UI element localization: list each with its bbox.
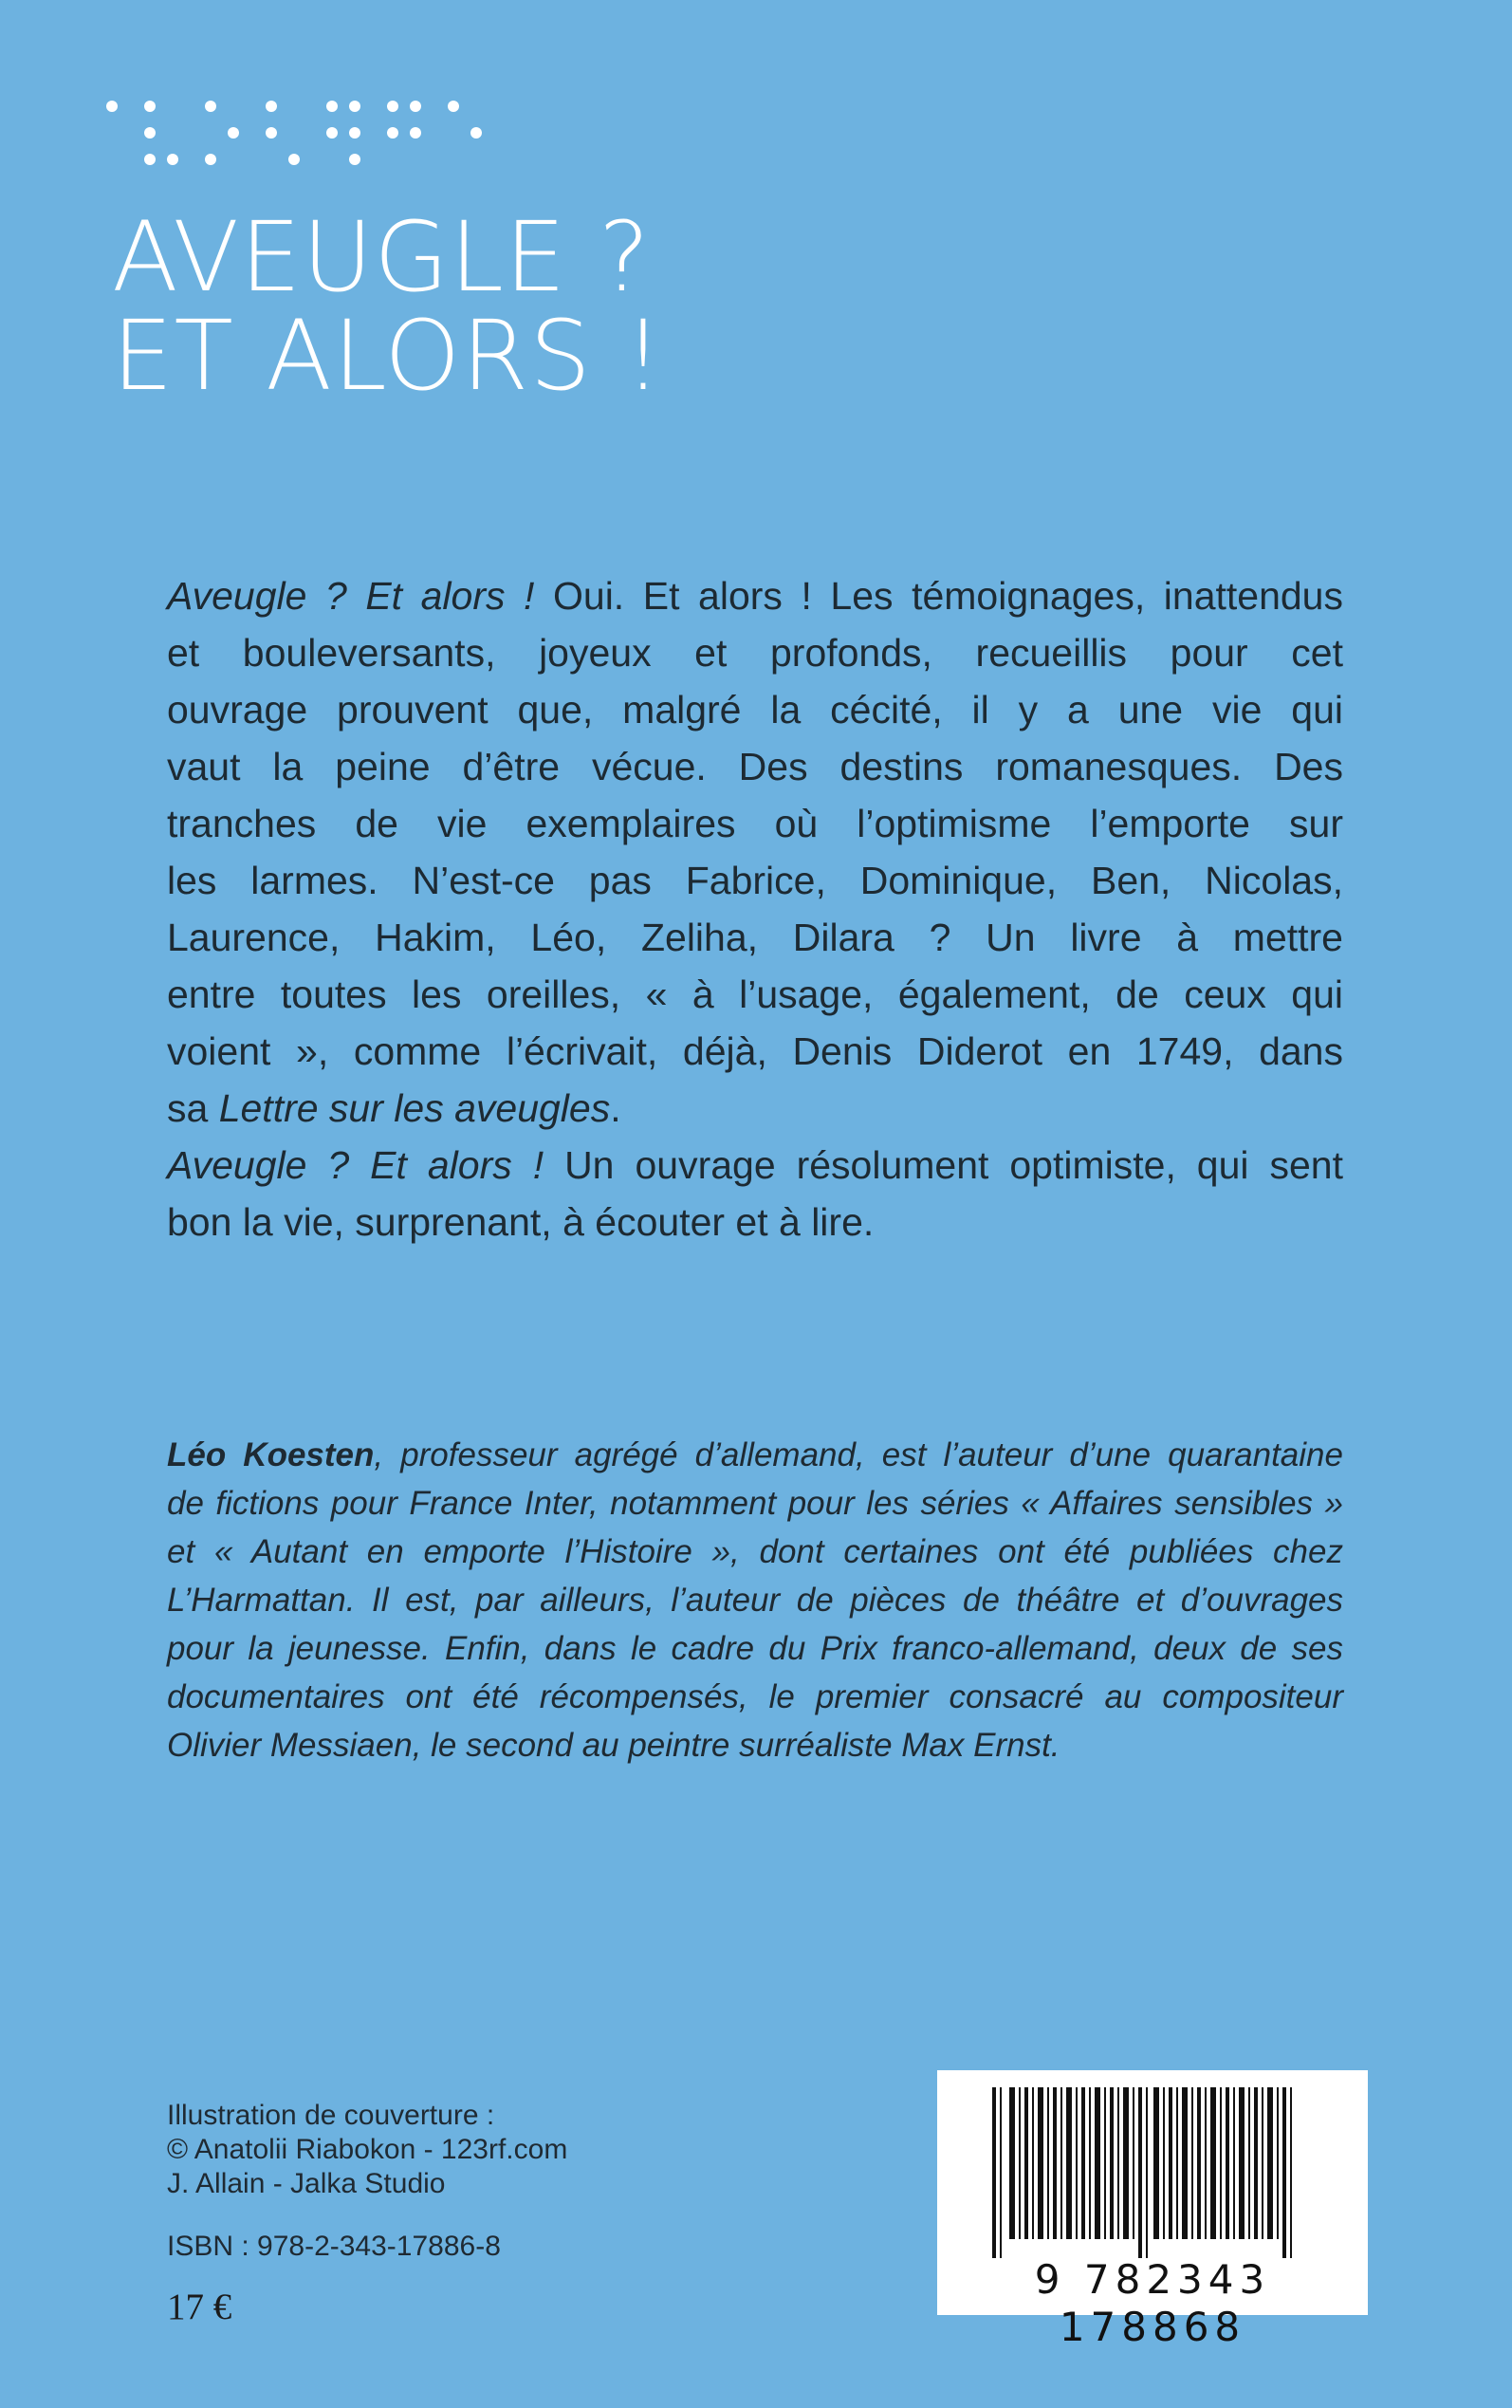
barcode-icon	[954, 2087, 1351, 2277]
summary-title-italic: Aveugle ? Et alors !	[167, 1143, 565, 1187]
braille-title-icon	[104, 95, 503, 180]
isbn-text: ISBN : 978-2-343-17886-8	[167, 2231, 501, 2262]
summary-text: Oui. Et alors ! Les témoignages, inattendus	[553, 574, 1343, 618]
credits-line: © Anatolii Riabokon - 123rf.com	[167, 2134, 568, 2165]
summary-title-italic: Aveugle ? Et alors !	[167, 574, 553, 618]
summary-line: Laurence, Hakim, Léo, Zeliha, Dilara ? Un livre à mettre	[167, 916, 1343, 959]
summary-line: entre toutes les oreilles, « à l’usage, également, de ceux qui	[167, 972, 1343, 1016]
bio-line: L’Harmattan. Il est, par ailleurs, l’auteur de pièces de théâtre et d’ouvrages	[167, 1582, 1343, 1619]
book-title-line-2: ET ALORS !	[112, 300, 664, 413]
summary-line	[167, 1080, 1343, 1137]
bio-line: Olivier Messiaen, le second au peintre surréaliste Max Ernst.	[167, 1727, 1060, 1764]
summary-line: et bouleversants, joyeux et profonds, recueillis pour cet	[167, 631, 1343, 675]
book-title	[112, 201, 664, 413]
credits-line: J. Allain - Jalka Studio	[167, 2168, 446, 2199]
summary-text: Un ouvrage résolument optimiste, qui sent	[564, 1143, 1343, 1187]
summary-line	[167, 1137, 1343, 1194]
bio-line: pour la jeunesse. Enfin, dans le cadre du Prix franco-allemand, deux de ses	[167, 1630, 1343, 1667]
summary-reference-italic: Lettre sur les aveugles	[218, 1086, 611, 1130]
author-name: Léo Koesten	[167, 1436, 375, 1473]
summary-line: ouvrage prouvent que, malgré la cécité, il y a une vie qui	[167, 688, 1343, 732]
price-text: 17 €	[167, 2287, 232, 2327]
summary-line: les larmes. N’est-ce pas Fabrice, Dominique, Ben, Nicolas,	[167, 859, 1343, 902]
book-summary	[167, 567, 1343, 1250]
summary-line: tranches de vie exemplaires où l’optimisme l’emporte sur	[167, 802, 1343, 845]
bio-line: documentaires ont été récompensés, le premier consacré au compositeur	[167, 1678, 1343, 1715]
author-bio	[167, 1431, 1343, 1769]
summary-line: voient », comme l’écrivait, déjà, Denis Diderot en 1749, dans	[167, 1029, 1343, 1073]
cover-credits	[167, 2099, 567, 2201]
barcode-box	[937, 2070, 1368, 2350]
credits-line: Illustration de couverture :	[167, 2100, 495, 2131]
summary-line: bon la vie, surprenant, à écouter et à lire.	[167, 1200, 875, 1244]
summary-text: .	[610, 1086, 621, 1130]
bio-line: et « Autant en emporte l’Histoire », dont certaines ont été publiées chez	[167, 1533, 1343, 1570]
summary-line: vaut la peine d’être vécue. Des destins romanesques. Des	[167, 745, 1343, 788]
bio-line	[167, 1431, 1343, 1479]
barcode-number: 9 782343 178868	[1034, 2256, 1271, 2350]
book-title-line-1: AVEUGLE ?	[112, 201, 652, 314]
bio-line: de fictions pour France Inter, notamment pour les séries « Affaires sensibles »	[167, 1485, 1343, 1522]
summary-line	[167, 567, 1343, 624]
bio-text: , professeur agrégé d’allemand, est l’auteur d’une quarantaine	[374, 1436, 1343, 1473]
summary-text: sa	[167, 1086, 219, 1130]
